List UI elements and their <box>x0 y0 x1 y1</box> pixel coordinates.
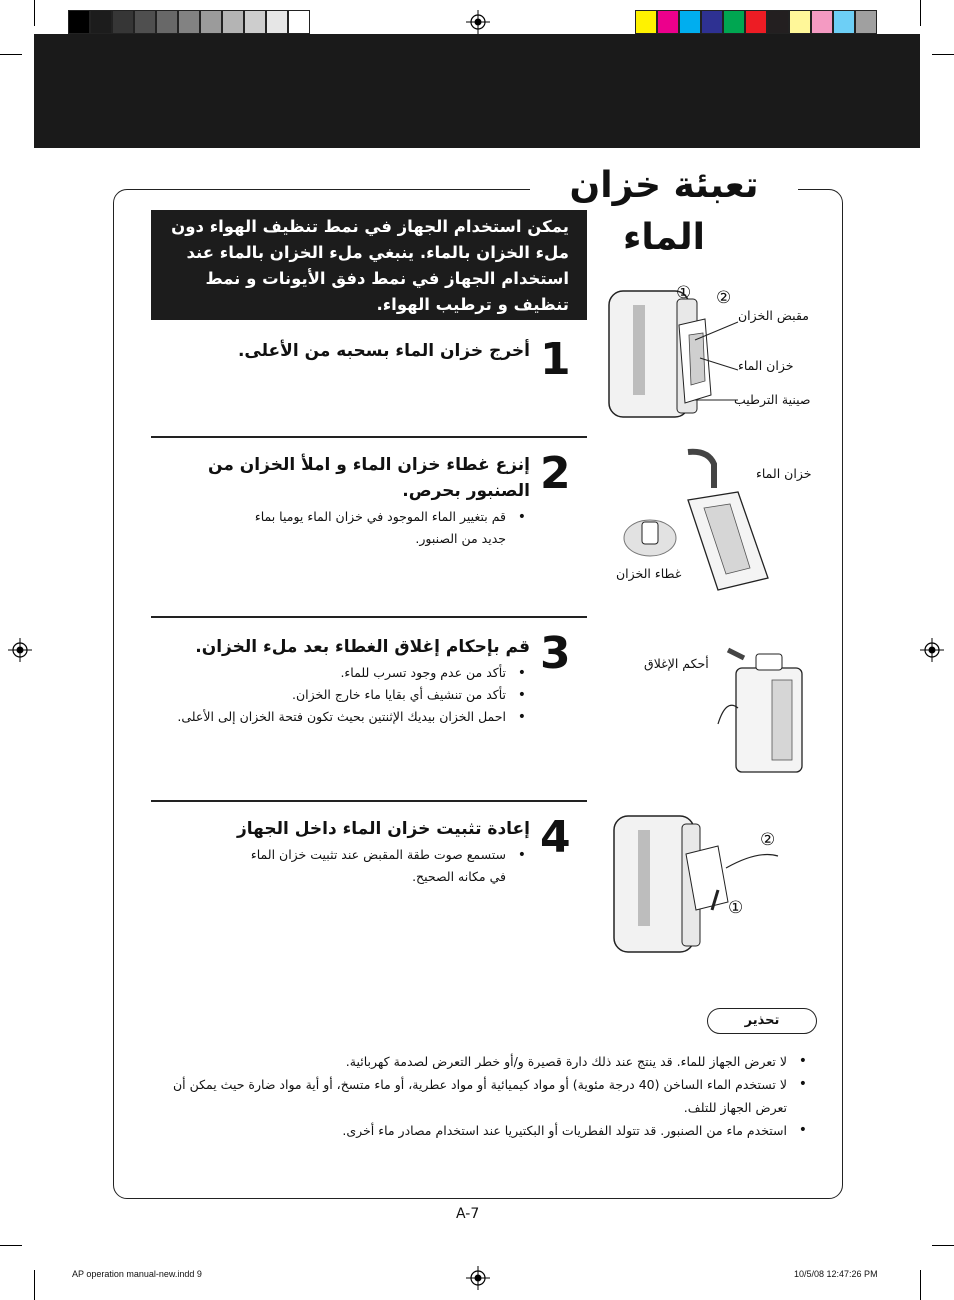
leader-lines <box>690 300 740 410</box>
label-water-tank: خزان الماء <box>738 358 794 373</box>
crop-mark <box>0 1245 22 1246</box>
closing-cap-illustration <box>716 628 816 778</box>
warning-item: • لا تعرض الجهاز للماء. قد ينتج عند ذلك دارة قصيرة و/أو خطر التعرض لصدمة كهربائية. <box>140 1050 807 1073</box>
color-swatch <box>679 10 701 34</box>
color-swatch <box>635 10 657 34</box>
step-number: 4 <box>540 812 571 863</box>
color-swatch <box>68 10 90 34</box>
note-item: • قم بتغيير الماء الموجود في خزان الماء يوميا بماء جديد من الصنبور. <box>240 506 526 550</box>
cmyk-color-bar <box>635 10 877 34</box>
note-item: • تأكد من عدم وجود تسرب للماء. <box>160 662 526 684</box>
section-divider <box>151 800 587 802</box>
color-swatch <box>855 10 877 34</box>
step-number: 3 <box>540 628 571 679</box>
page-number: A-7 <box>456 1206 480 1222</box>
color-swatch <box>90 10 112 34</box>
label-tank-cap: غطاء الخزان <box>616 566 682 581</box>
step-marker: ① <box>676 283 692 303</box>
crop-mark <box>920 0 921 26</box>
note-item: • ستسمع صوت طقة المقبض عند تثبيت خزان الماء في مكانه الصحيح. <box>240 844 526 888</box>
color-swatch <box>767 10 789 34</box>
header-band <box>34 34 920 148</box>
step-notes <box>160 662 526 728</box>
step-number: 2 <box>540 448 571 499</box>
color-swatch <box>134 10 156 34</box>
color-swatch <box>745 10 767 34</box>
step-marker: ② <box>760 830 776 850</box>
color-swatch <box>156 10 178 34</box>
step-marker: ① <box>728 898 744 918</box>
crop-mark <box>34 1270 35 1300</box>
step-marker: ② <box>716 288 732 308</box>
label-water-tank: خزان الماء <box>756 466 812 481</box>
crop-mark <box>932 54 954 55</box>
crop-mark <box>34 0 35 26</box>
warning-badge: تحذير <box>707 1008 817 1034</box>
warning-item: • استخدم ماء من الصنبور. قد تتولد الفطريات أو البكتيريا عند استخدام مصادر ماء أخرى. <box>140 1119 807 1142</box>
color-swatch <box>200 10 222 34</box>
section-divider <box>151 436 587 438</box>
intro-box: يمكن استخدام الجهاز في نمط تنظيف الهواء دون ملء الخزان بالماء. ينبغي ملء الخزان بالماء عند استخدام الجهاز في نمط دفق الأيونات و نمط تنظيف و ترطيب الهواء. <box>151 210 587 320</box>
note-item: • احمل الخزان بيديك الإثنتين بحيث تكون فتحة الخزان إلى الأعلى. <box>160 706 526 728</box>
step-title: إعادة تثبيت خزان الماء داخل الجهاز <box>236 819 530 839</box>
color-swatch <box>178 10 200 34</box>
warning-list <box>140 1050 807 1142</box>
note-item: • تأكد من تنشيف أي بقايا ماء خارج الخزان. <box>160 684 526 706</box>
section-divider <box>151 616 587 618</box>
step-title: إنزع غطاء خزان الماء و املأ الخزان من الصنبور بحرص. <box>208 455 530 501</box>
registration-mark-icon <box>920 638 944 662</box>
label-tank-handle: مقبض الخزان <box>738 308 809 323</box>
warning-item: • لا تستخدم الماء الساخن (40 درجة مئوية) أو مواد كيميائية أو مواد عطرية، أو ماء متسخ، أو أية مواد ضارة حيث يمكن أن تعرض الجهاز للتلف. <box>140 1073 807 1119</box>
color-swatch <box>657 10 679 34</box>
timestamp-slug: 10/5/08 12:47:26 PM <box>794 1269 878 1279</box>
step-number: 1 <box>540 334 571 385</box>
color-swatch <box>288 10 310 34</box>
registration-mark-icon <box>8 638 32 662</box>
color-swatch <box>833 10 855 34</box>
color-swatch <box>222 10 244 34</box>
color-swatch <box>723 10 745 34</box>
step-notes <box>240 506 526 550</box>
file-slug: AP operation manual-new.indd 9 <box>72 1269 202 1279</box>
label-humidifier-tray: صينية الترطيب <box>734 392 811 407</box>
color-swatch <box>112 10 134 34</box>
color-swatch <box>811 10 833 34</box>
registration-mark-icon <box>466 10 490 34</box>
step-notes <box>240 844 526 888</box>
label-tighten: أحكم الإغلاق <box>644 656 709 671</box>
crop-mark <box>0 54 22 55</box>
step-title: أخرج خزان الماء بسحبه من الأعلى. <box>237 341 530 361</box>
crop-mark <box>932 1245 954 1246</box>
crop-mark <box>920 1270 921 1300</box>
color-swatch <box>789 10 811 34</box>
registration-mark-icon <box>466 1266 490 1290</box>
page-title: تعبئة خزان الماء <box>530 160 798 212</box>
step-title: قم بإحكام إغلاق الغطاء بعد ملء الخزان. <box>195 637 530 657</box>
color-swatch <box>244 10 266 34</box>
color-swatch <box>266 10 288 34</box>
gray-color-bar <box>68 10 310 34</box>
color-swatch <box>701 10 723 34</box>
